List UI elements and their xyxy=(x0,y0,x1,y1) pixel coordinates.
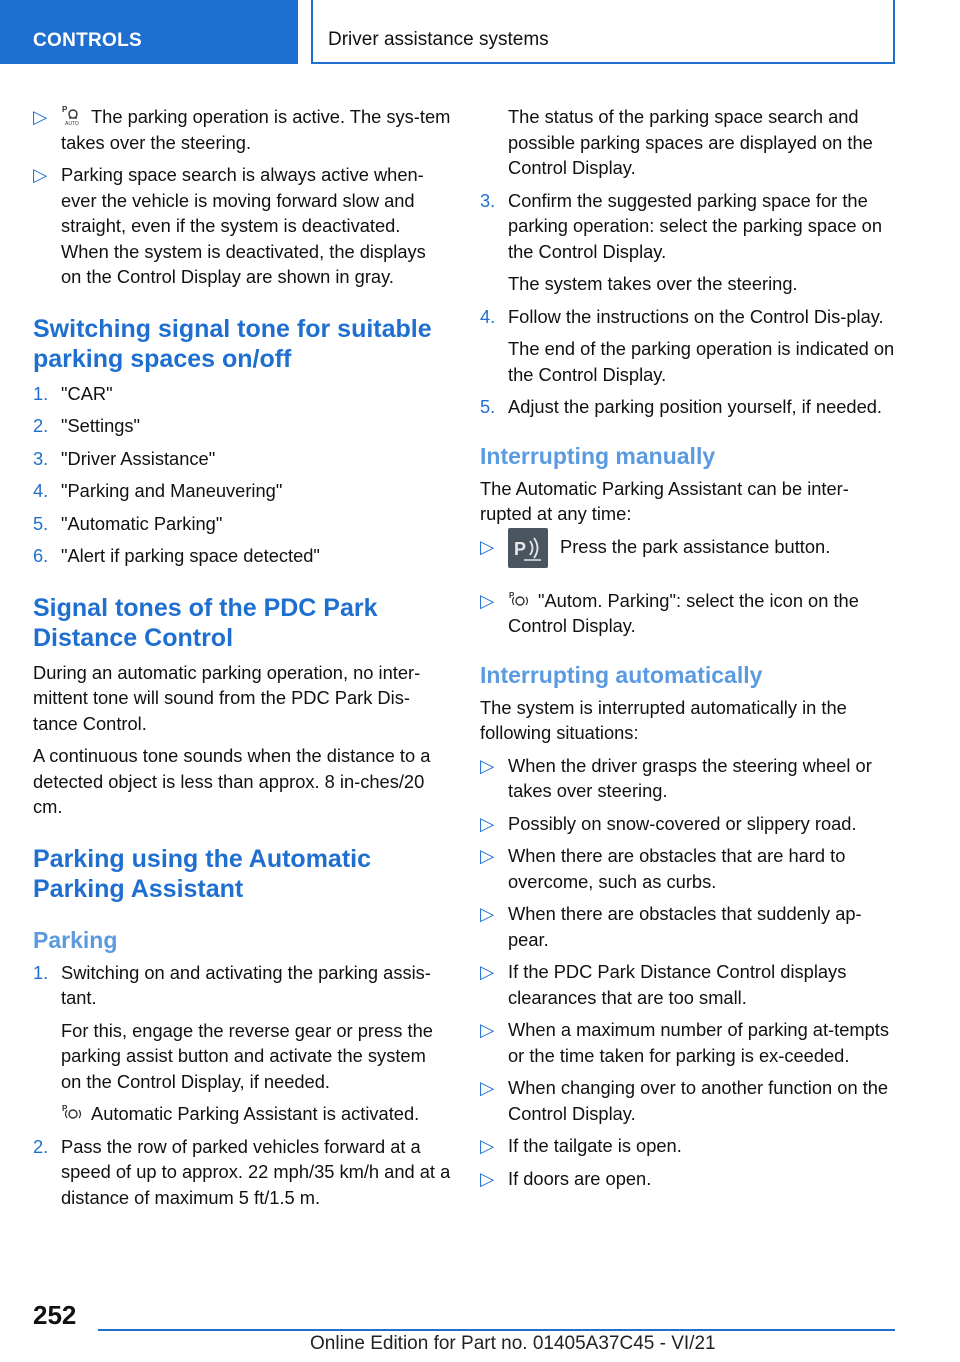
list-item xyxy=(33,478,451,504)
edition-text: Online Edition for Part no. 01405A37C45 - VI/21 xyxy=(310,1333,716,1354)
bullet-text: Parking space search is always active when-ever the vehicle is moving forward slow and straight, even if the system is deactivated. When the system is deactivated, the displays on the Control Display are shown in gray. xyxy=(61,164,426,287)
list-item xyxy=(480,304,898,388)
list-item xyxy=(33,543,451,569)
svg-text:P: P xyxy=(509,590,515,600)
list-item: ▷ When a maximum number of parking at-tempts or the time taken for parking is ex-ceeded. xyxy=(480,1019,890,1066)
step-number: 3. xyxy=(33,447,49,469)
triangle-bullet-icon: ▷ xyxy=(480,903,495,924)
svg-text:P: P xyxy=(62,1104,68,1113)
heading-parking-assistant: Parking using the Automatic Parking Assistant xyxy=(33,844,372,903)
triangle-bullet-icon: ▷ xyxy=(480,1135,495,1156)
step-number: 3. xyxy=(480,189,496,211)
chapter-title: Driver assistance systems xyxy=(328,29,549,50)
list-item xyxy=(33,446,451,472)
step-number: 1. xyxy=(33,382,49,404)
step-text: "CAR" xyxy=(61,382,113,404)
list-item xyxy=(480,588,898,639)
park-assistance-button-icon xyxy=(508,528,548,568)
triangle-bullet-icon: ▷ xyxy=(33,164,48,185)
triangle-bullet-icon: ▷ xyxy=(480,1167,495,1189)
right-column xyxy=(480,104,898,1198)
step-text: Follow the instructions on the Control Dis-play. xyxy=(508,305,884,327)
step-text: "Parking and Maneuvering" xyxy=(61,480,283,501)
paragraph: During an automatic parking operation, no inter-mittent tone will sound from the PDC Park Dis-tance Control. xyxy=(33,661,421,734)
parking-auto-icon xyxy=(61,104,83,126)
list-item: ▷ When the driver grasps the steering wheel or takes over steering. xyxy=(480,754,872,801)
paragraph: The system is interrupted automatically in the following situations: xyxy=(480,696,847,743)
triangle-bullet-icon: ▷ xyxy=(480,961,495,982)
section-title: CONTROLS xyxy=(33,30,143,51)
step-text: Adjust the parking position yourself, if needed. xyxy=(508,396,882,417)
heading-signal-tone: Switching signal tone for suitable parking spaces on/off xyxy=(33,314,432,373)
triangle-bullet-icon: ▷ xyxy=(480,1019,495,1040)
list-item: ▷ If doors are open. xyxy=(480,1166,898,1192)
step-detail: P Automatic Parking Assistant is activated. xyxy=(62,1103,420,1124)
footer-divider xyxy=(98,1329,895,1331)
paragraph: The Automatic Parking Assistant can be inter-rupted at any time: xyxy=(480,477,849,524)
triangle-bullet-icon: ▷ xyxy=(480,535,495,557)
auto-label: AUTO xyxy=(65,121,79,126)
step-detail: The end of the parking operation is indicated on the Control Display. xyxy=(508,338,895,385)
list-item: ▷ Possibly on snow-covered or slippery road. xyxy=(480,811,898,837)
step-detail: The system takes over the steering. xyxy=(508,273,798,294)
step-text: Confirm the suggested parking space for the parking operation: select the parking space on the Control Display. xyxy=(508,189,882,262)
left-column xyxy=(33,104,451,1217)
triangle-bullet-icon: ▷ xyxy=(480,589,495,611)
list-item xyxy=(480,534,898,574)
step-number: 5. xyxy=(33,512,49,534)
chapter-tab xyxy=(311,0,895,64)
list-item xyxy=(33,511,451,537)
automatic-parking-icon xyxy=(508,590,530,610)
page-number: 252 xyxy=(33,1300,77,1330)
step-text: "Settings" xyxy=(61,415,141,436)
step-number: 1. xyxy=(33,961,49,983)
list-item xyxy=(33,104,451,155)
step-text: "Driver Assistance" xyxy=(61,447,216,469)
subheading-interrupt-auto: Interrupting automatically xyxy=(480,661,763,688)
bullet-text: Press the park assistance button. xyxy=(560,535,831,557)
svg-text:P: P xyxy=(62,105,68,114)
triangle-bullet-icon: ▷ xyxy=(480,812,495,834)
paragraph: A continuous tone sounds when the distance to a detected object is less than approx. 8 in-ches/20 cm. xyxy=(33,745,431,817)
step-number: 2. xyxy=(33,1135,49,1157)
list-item: ▷ When there are obstacles that suddenly ap-pear. xyxy=(480,903,862,950)
list-item xyxy=(33,381,451,407)
subheading-parking: Parking xyxy=(33,926,118,953)
list-item: ▷ If the tailgate is open. xyxy=(480,1133,898,1159)
list-item xyxy=(33,413,451,439)
step-number: 4. xyxy=(33,480,49,501)
step-text: "Alert if parking space detected" xyxy=(61,545,320,566)
step-text: Pass the row of parked vehicles forward at a speed of up to approx. 22 mph/35 km/h and at a distance of maximum 5 ft/1.5 m. xyxy=(61,1135,451,1208)
step-number: 5. xyxy=(480,396,496,417)
list-item xyxy=(33,162,451,290)
step-text: Switching on and activating the parking assis-tant. xyxy=(61,961,431,1008)
step-detail: The status of the parking space search and possible parking spaces are displayed on the Control Display. xyxy=(508,106,873,178)
step-number: 2. xyxy=(33,415,49,436)
list-item xyxy=(33,1134,451,1211)
list-item: ▷ When there are obstacles that are hard to overcome, such as curbs. xyxy=(480,845,846,892)
subheading-interrupt-manual: Interrupting manually xyxy=(480,442,716,469)
list-item: ▷ If the PDC Park Distance Control displays clearances that are too small. xyxy=(480,961,847,1008)
list-item xyxy=(480,394,898,420)
bullet-text: The parking operation is active. The sys-tem takes over the steering. xyxy=(61,106,451,153)
list-item xyxy=(480,188,898,297)
list-item xyxy=(33,960,451,1127)
step-detail: For this, engage the reverse gear or press the parking assist button and activate the system on the Control Display, if needed. xyxy=(61,1019,433,1092)
triangle-bullet-icon: ▷ xyxy=(480,1077,495,1098)
automatic-parking-icon xyxy=(61,1103,83,1123)
step-number: 6. xyxy=(33,545,49,566)
svg-text:P: P xyxy=(514,538,527,559)
triangle-bullet-icon: ▷ xyxy=(480,754,495,776)
section-tab xyxy=(0,0,298,64)
list-item: ▷ When changing over to another function on the Control Display. xyxy=(480,1077,889,1124)
bullet-text: "Autom. Parking": select the icon on the Control Display. xyxy=(508,589,859,636)
step-text: "Automatic Parking" xyxy=(61,512,223,534)
triangle-bullet-icon: ▷ xyxy=(480,845,495,866)
triangle-bullet-icon: ▷ xyxy=(33,106,48,127)
heading-pdc: Signal tones of the PDC Park Distance Control xyxy=(33,593,378,652)
step-number: 4. xyxy=(480,305,496,327)
